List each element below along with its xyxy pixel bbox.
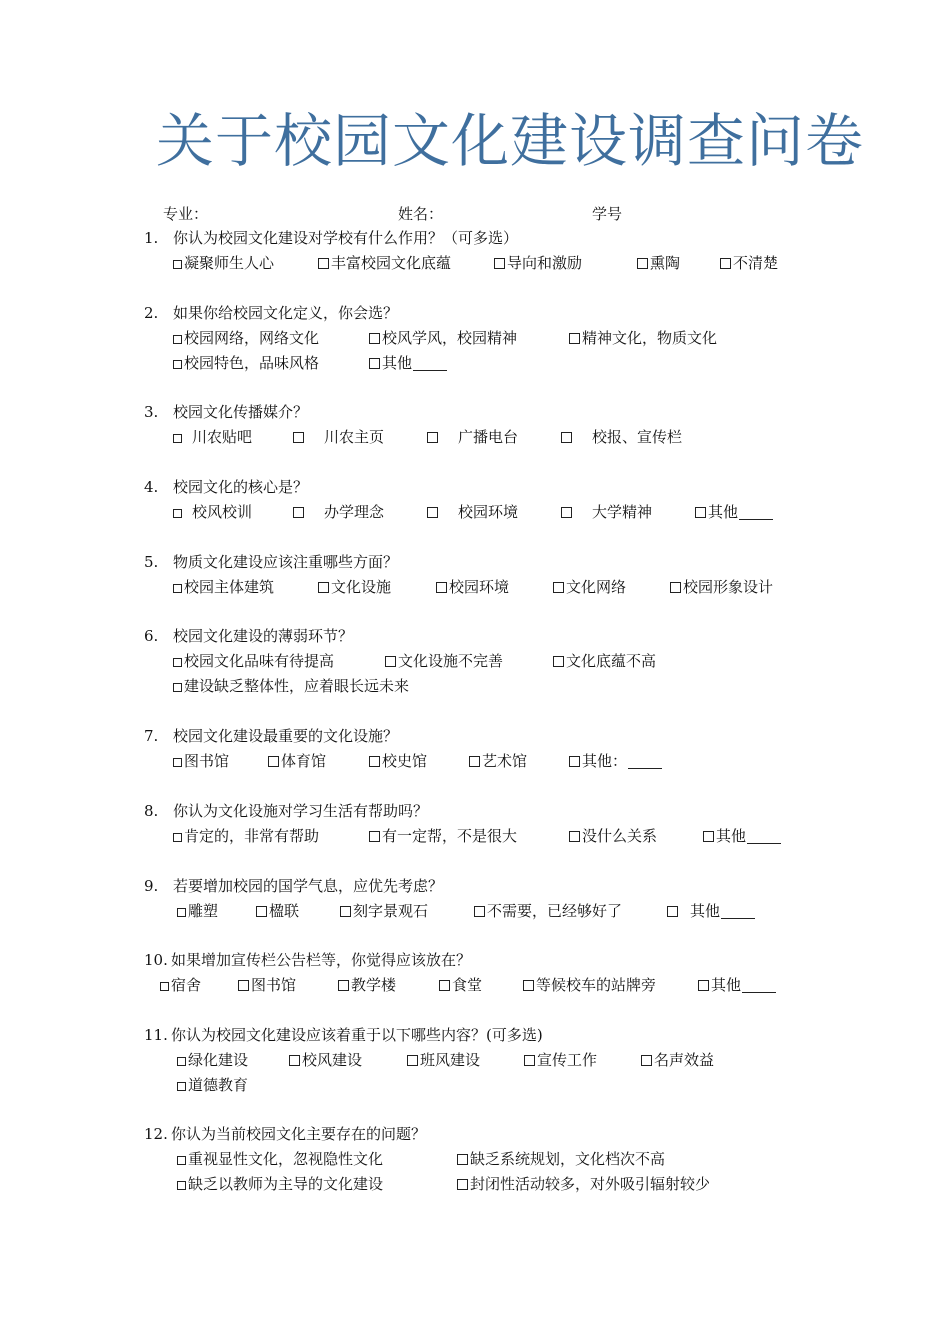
option-label: 等候校车的站牌旁 — [536, 976, 657, 994]
option-checkbox[interactable] — [469, 751, 527, 771]
option-label: 宣传工作 — [537, 1051, 598, 1069]
option-checkbox[interactable] — [173, 328, 319, 348]
checkbox-icon[interactable] — [670, 582, 681, 593]
option-label: 道德教育 — [188, 1076, 249, 1094]
option-checkbox[interactable] — [436, 577, 509, 597]
option-label: 导向和激励 — [507, 254, 583, 272]
option-checkbox[interactable] — [457, 1149, 665, 1169]
checkbox-icon[interactable] — [173, 833, 182, 842]
option-checkbox[interactable] — [177, 901, 218, 921]
option-label: 丰富校园文化底蕴 — [331, 254, 452, 272]
option-label: 艺术馆 — [482, 752, 528, 770]
option-checkbox[interactable] — [407, 1050, 480, 1070]
checkbox-icon[interactable] — [173, 758, 182, 767]
option-checkbox[interactable] — [474, 901, 622, 921]
option-checkbox[interactable] — [177, 1050, 248, 1070]
option-label: 校风学风，校园精神 — [382, 329, 518, 347]
option-label: 文化设施不完善 — [398, 652, 504, 670]
fill-blank[interactable] — [721, 904, 755, 919]
question-number: 8. — [144, 802, 159, 820]
option-checkbox[interactable] — [173, 427, 252, 447]
checkbox-icon[interactable] — [457, 1154, 468, 1165]
option-label: 楹联 — [269, 902, 300, 920]
option-label: 文化网络 — [566, 578, 627, 596]
checkbox-icon[interactable] — [641, 1055, 652, 1066]
checkbox-icon[interactable] — [177, 1181, 186, 1190]
option-checkbox[interactable] — [238, 975, 296, 995]
option-checkbox[interactable] — [173, 826, 319, 846]
checkbox-icon[interactable] — [637, 258, 648, 269]
option-checkbox[interactable] — [293, 502, 384, 522]
fill-blank[interactable] — [747, 829, 781, 844]
option-checkbox[interactable] — [318, 577, 391, 597]
option-label: 不需要，已经够好了 — [487, 902, 623, 920]
option-checkbox[interactable] — [524, 1050, 597, 1070]
option-checkbox[interactable] — [173, 353, 319, 373]
option-checkbox[interactable] — [369, 353, 447, 373]
question-number: 12. — [144, 1125, 168, 1143]
option-label: 文化设施 — [331, 578, 392, 596]
option-checkbox[interactable] — [427, 427, 518, 447]
option-label: 校园环境 — [449, 578, 510, 596]
option-label: 没什么关系 — [582, 827, 658, 845]
option-label: 重视显性文化，忽视隐性文化 — [188, 1150, 384, 1168]
name-label: 姓名： — [398, 205, 444, 223]
checkbox-icon[interactable] — [160, 982, 169, 991]
option-label: 校园文化品味有待提高 — [184, 652, 335, 670]
question-number: 5. — [144, 553, 159, 571]
fill-blank[interactable] — [739, 505, 773, 520]
option-label: 校园特色，品味风格 — [184, 354, 320, 372]
student-id-label: 学号 — [592, 205, 623, 223]
option-label: 绿化建设 — [188, 1051, 249, 1069]
checkbox-icon[interactable] — [369, 358, 380, 369]
checkbox-icon[interactable] — [173, 360, 182, 369]
option-checkbox[interactable] — [457, 1174, 710, 1194]
option-checkbox[interactable] — [385, 651, 503, 671]
checkbox-icon[interactable] — [177, 908, 186, 917]
option-label: 刻字景观石 — [353, 902, 429, 920]
option-checkbox[interactable] — [641, 1050, 714, 1070]
option-label: 不清楚 — [733, 254, 779, 272]
option-checkbox[interactable] — [703, 826, 781, 846]
option-checkbox[interactable] — [160, 975, 201, 995]
option-checkbox[interactable] — [173, 651, 334, 671]
option-checkbox[interactable] — [427, 502, 518, 522]
question-number: 4. — [144, 478, 159, 496]
checkbox-icon[interactable] — [173, 509, 182, 518]
checkbox-icon[interactable] — [173, 584, 182, 593]
option-label: 缺乏系统规划，文化档次不高 — [470, 1150, 666, 1168]
question-number: 11. — [144, 1026, 168, 1044]
option-label: 食堂 — [452, 976, 483, 994]
option-checkbox[interactable] — [177, 1174, 383, 1194]
checkbox-icon[interactable] — [436, 582, 447, 593]
option-label: 班风建设 — [420, 1051, 481, 1069]
checkbox-icon[interactable] — [667, 906, 678, 917]
checkbox-icon[interactable] — [177, 1156, 186, 1165]
checkbox-icon[interactable] — [553, 656, 564, 667]
option-label: 川农贴吧 — [192, 428, 253, 446]
option-checkbox[interactable] — [369, 826, 517, 846]
question-text: 你认为当前校园文化主要存在的问题？ — [171, 1125, 427, 1143]
option-checkbox[interactable] — [173, 577, 274, 597]
checkbox-icon[interactable] — [427, 432, 438, 443]
checkbox-icon[interactable] — [569, 333, 580, 344]
question-number: 3. — [144, 403, 159, 421]
option-checkbox[interactable] — [439, 975, 482, 995]
option-label: 图书馆 — [251, 976, 297, 994]
option-checkbox[interactable] — [637, 253, 680, 273]
checkbox-icon[interactable] — [523, 980, 534, 991]
option-checkbox[interactable] — [369, 328, 517, 348]
option-label: 校风校训 — [192, 503, 253, 521]
option-label: 其他： — [582, 752, 628, 770]
checkbox-icon[interactable] — [177, 1082, 186, 1091]
option-checkbox[interactable] — [569, 328, 717, 348]
option-label: 其他 — [708, 503, 739, 521]
checkbox-icon[interactable] — [173, 335, 182, 344]
option-checkbox[interactable] — [670, 577, 773, 597]
checkbox-icon[interactable] — [238, 980, 249, 991]
fill-blank[interactable] — [628, 754, 662, 769]
question-text: 物质文化建设应该注重哪些方面？ — [173, 553, 399, 571]
option-label: 精神文化，物质文化 — [582, 329, 718, 347]
question-text: 校园文化建设的薄弱环节？ — [173, 627, 354, 645]
checkbox-icon[interactable] — [173, 683, 182, 692]
checkbox-icon[interactable] — [177, 1057, 186, 1066]
checkbox-icon[interactable] — [720, 258, 731, 269]
option-label: 宿舍 — [171, 976, 202, 994]
checkbox-icon[interactable] — [469, 756, 480, 767]
option-label: 文化底蕴不高 — [566, 652, 657, 670]
question-text: 校园文化的核心是？ — [173, 478, 309, 496]
option-label: 办学理念 — [324, 503, 385, 521]
checkbox-icon[interactable] — [703, 831, 714, 842]
option-checkbox[interactable] — [177, 1075, 248, 1095]
option-checkbox[interactable] — [561, 427, 682, 447]
option-checkbox[interactable] — [256, 901, 299, 921]
option-label: 肯定的，非常有帮助 — [184, 827, 320, 845]
question-text: 如果增加宣传栏公告栏等，你觉得应该放在？ — [171, 951, 472, 969]
checkbox-icon[interactable] — [289, 1055, 300, 1066]
checkbox-icon[interactable] — [561, 432, 572, 443]
major-label: 专业： — [163, 205, 209, 223]
option-checkbox[interactable] — [369, 751, 427, 771]
option-checkbox[interactable] — [293, 427, 384, 447]
checkbox-icon[interactable] — [293, 507, 304, 518]
option-checkbox[interactable] — [340, 901, 428, 921]
checkbox-icon[interactable] — [524, 1055, 535, 1066]
question-number: 7. — [144, 727, 159, 745]
option-label: 广播电台 — [458, 428, 519, 446]
option-label: 其他 — [382, 354, 413, 372]
option-checkbox[interactable] — [268, 751, 326, 771]
checkbox-icon[interactable] — [494, 258, 505, 269]
checkbox-icon[interactable] — [457, 1179, 468, 1190]
option-label: 建设缺乏整体性，应着眼长远未来 — [184, 677, 410, 695]
checkbox-icon[interactable] — [569, 831, 580, 842]
option-checkbox[interactable] — [173, 676, 409, 696]
checkbox-icon[interactable] — [173, 658, 182, 667]
option-label: 校报、宣传栏 — [592, 428, 683, 446]
option-label: 其他 — [716, 827, 747, 845]
option-label: 川农主页 — [324, 428, 385, 446]
checkbox-icon[interactable] — [369, 831, 380, 842]
option-checkbox[interactable] — [569, 751, 662, 771]
question-number: 10. — [144, 951, 168, 969]
option-checkbox[interactable] — [561, 502, 652, 522]
option-label: 校园主体建筑 — [184, 578, 275, 596]
option-checkbox[interactable] — [494, 253, 582, 273]
option-checkbox[interactable] — [698, 975, 776, 995]
question-number: 2. — [144, 304, 159, 322]
option-checkbox[interactable] — [338, 975, 396, 995]
checkbox-icon[interactable] — [427, 507, 438, 518]
question-text: 校园文化建设最重要的文化设施？ — [173, 727, 399, 745]
checkbox-icon[interactable] — [173, 260, 182, 269]
option-checkbox[interactable] — [667, 901, 755, 921]
option-label: 体育馆 — [281, 752, 327, 770]
option-label: 封闭性活动较多，对外吸引辐射较少 — [470, 1175, 711, 1193]
fill-blank[interactable] — [413, 356, 447, 371]
checkbox-icon[interactable] — [407, 1055, 418, 1066]
option-checkbox[interactable] — [173, 751, 229, 771]
question-number: 9. — [144, 877, 159, 895]
option-label: 缺乏以教师为主导的文化建设 — [188, 1175, 384, 1193]
checkbox-icon[interactable] — [318, 582, 329, 593]
option-label: 雕塑 — [188, 902, 219, 920]
checkbox-icon[interactable] — [369, 333, 380, 344]
option-label: 凝聚师生人心 — [184, 254, 275, 272]
checkbox-icon[interactable] — [474, 906, 485, 917]
option-checkbox[interactable] — [553, 577, 626, 597]
option-label: 教学楼 — [351, 976, 397, 994]
option-checkbox[interactable] — [523, 975, 656, 995]
option-checkbox[interactable] — [720, 253, 778, 273]
checkbox-icon[interactable] — [340, 906, 351, 917]
question-number: 6. — [144, 627, 159, 645]
checkbox-icon[interactable] — [553, 582, 564, 593]
option-checkbox[interactable] — [318, 253, 451, 273]
checkbox-icon[interactable] — [369, 756, 380, 767]
option-label: 其他 — [711, 976, 742, 994]
option-checkbox[interactable] — [177, 1149, 383, 1169]
checkbox-icon[interactable] — [385, 656, 396, 667]
checkbox-icon[interactable] — [561, 507, 572, 518]
checkbox-icon[interactable] — [439, 980, 450, 991]
option-label: 校风建设 — [302, 1051, 363, 1069]
checkbox-icon[interactable] — [268, 756, 279, 767]
checkbox-icon[interactable] — [698, 980, 709, 991]
checkbox-icon[interactable] — [293, 432, 304, 443]
checkbox-icon[interactable] — [338, 980, 349, 991]
student-info-row — [0, 203, 950, 223]
option-checkbox[interactable] — [695, 502, 773, 522]
option-checkbox[interactable] — [553, 651, 656, 671]
option-checkbox[interactable] — [173, 502, 252, 522]
option-checkbox[interactable] — [173, 253, 274, 273]
checkbox-icon[interactable] — [173, 434, 182, 443]
page-title: 关于校园文化建设调查问卷 — [156, 107, 865, 175]
option-checkbox[interactable] — [569, 826, 657, 846]
option-checkbox[interactable] — [289, 1050, 362, 1070]
option-label: 校园形象设计 — [683, 578, 774, 596]
checkbox-icon[interactable] — [569, 756, 580, 767]
option-label: 熏陶 — [650, 254, 681, 272]
option-label: 有一定帮，不是很大 — [382, 827, 518, 845]
option-label: 大学精神 — [592, 503, 653, 521]
option-label: 名声效益 — [654, 1051, 715, 1069]
question-text: 如果你给校园文化定义，你会选？ — [173, 304, 399, 322]
option-label: 校园网络，网络文化 — [184, 329, 320, 347]
checkbox-icon[interactable] — [318, 258, 329, 269]
checkbox-icon[interactable] — [695, 507, 706, 518]
question-number: 1. — [144, 229, 159, 247]
fill-blank[interactable] — [742, 978, 776, 993]
option-label: 图书馆 — [184, 752, 230, 770]
question-text: 若要增加校园的国学气息，应优先考虑？ — [173, 877, 444, 895]
option-label: 校园环境 — [458, 503, 519, 521]
question-text: 校园文化传播媒介？ — [173, 403, 309, 421]
checkbox-icon[interactable] — [256, 906, 267, 917]
option-label: 校史馆 — [382, 752, 428, 770]
question-text: 你认为校园文化建设应该着重于以下哪些内容？(可多选) — [171, 1026, 543, 1044]
question-text: 你认为校园文化建设对学校有什么作用？（可多选） — [173, 229, 519, 247]
question-text: 你认为文化设施对学习生活有帮助吗？ — [173, 802, 429, 820]
option-label: 其他 — [690, 902, 721, 920]
